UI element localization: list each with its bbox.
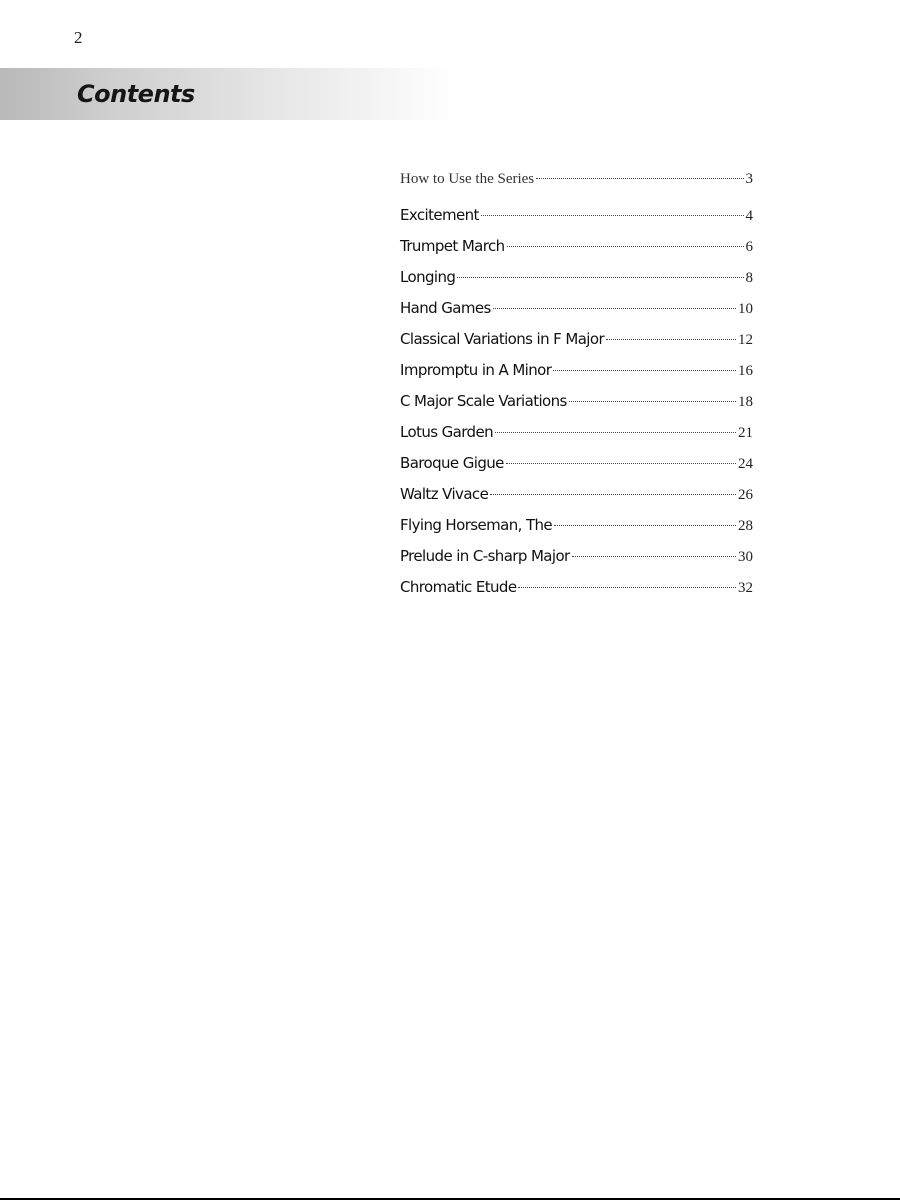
toc-entry-page: 4 — [745, 208, 753, 224]
toc-entry-title: Classical Variations in F Major — [400, 330, 605, 348]
toc-entry-page: 24 — [738, 456, 753, 472]
toc-entry-page: 10 — [738, 301, 753, 317]
toc-entry-page: 12 — [738, 332, 753, 348]
toc-entry-longing[interactable] — [400, 262, 753, 293]
toc-entry-excitement[interactable] — [400, 200, 753, 231]
toc-entry-flying-horseman[interactable] — [400, 510, 753, 541]
dot-leader — [518, 587, 736, 588]
toc-entry-title: How to Use the Series — [400, 171, 535, 187]
toc-entry-page: 16 — [738, 363, 753, 379]
dot-leader — [481, 215, 744, 216]
toc-entry-title: C Major Scale Variations — [400, 392, 567, 410]
toc-entry-page: 3 — [745, 171, 753, 187]
toc-entry-title: Prelude in C-sharp Major — [400, 547, 570, 565]
header-band — [0, 68, 455, 120]
toc-entry-lotus-garden[interactable] — [400, 417, 753, 448]
dot-leader — [506, 463, 736, 464]
dot-leader — [554, 525, 736, 526]
toc-entry-title: Impromptu in A Minor — [400, 361, 552, 379]
toc-entry-title: Flying Horseman, The — [400, 516, 553, 534]
toc-entry-impromptu[interactable] — [400, 355, 753, 386]
dot-leader — [553, 370, 736, 371]
page-title: Contents — [77, 80, 195, 108]
toc-entry-page: 18 — [738, 394, 753, 410]
toc-entry-page: 8 — [745, 270, 753, 286]
dot-leader — [536, 178, 743, 179]
toc-entry-how-to-use[interactable] — [400, 164, 753, 194]
dot-leader — [457, 277, 743, 278]
toc-entry-title: Longing — [400, 268, 456, 286]
toc-entry-page: 21 — [738, 425, 753, 441]
toc-entry-prelude[interactable] — [400, 541, 753, 572]
dot-leader — [606, 339, 736, 340]
dot-leader — [490, 494, 736, 495]
dot-leader — [493, 308, 736, 309]
toc-entry-c-major-scale[interactable] — [400, 386, 753, 417]
toc-entry-chromatic-etude[interactable] — [400, 572, 753, 603]
toc-entry-page: 30 — [738, 549, 753, 565]
table-of-contents — [400, 164, 753, 603]
toc-entry-page: 32 — [738, 580, 753, 596]
dot-leader — [507, 246, 744, 247]
dot-leader — [572, 556, 736, 557]
toc-entry-title: Lotus Garden — [400, 423, 494, 441]
toc-entry-title: Trumpet March — [400, 237, 505, 255]
toc-entry-title: Chromatic Etude — [400, 578, 517, 596]
toc-entry-title: Waltz Vivace — [400, 485, 489, 503]
toc-entry-hand-games[interactable] — [400, 293, 753, 324]
toc-entry-classical-variations[interactable] — [400, 324, 753, 355]
toc-entry-title: Hand Games — [400, 299, 491, 317]
toc-entry-page: 26 — [738, 487, 753, 503]
toc-entry-title: Baroque Gigue — [400, 454, 504, 472]
toc-entry-page: 28 — [738, 518, 753, 534]
dot-leader — [569, 401, 736, 402]
dot-leader — [495, 432, 736, 433]
page-number: 2 — [74, 28, 83, 47]
toc-entry-page: 6 — [745, 239, 753, 255]
toc-entry-trumpet-march[interactable] — [400, 231, 753, 262]
toc-entry-title: Excitement — [400, 206, 479, 224]
toc-entry-baroque-gigue[interactable] — [400, 448, 753, 479]
toc-entry-waltz-vivace[interactable] — [400, 479, 753, 510]
